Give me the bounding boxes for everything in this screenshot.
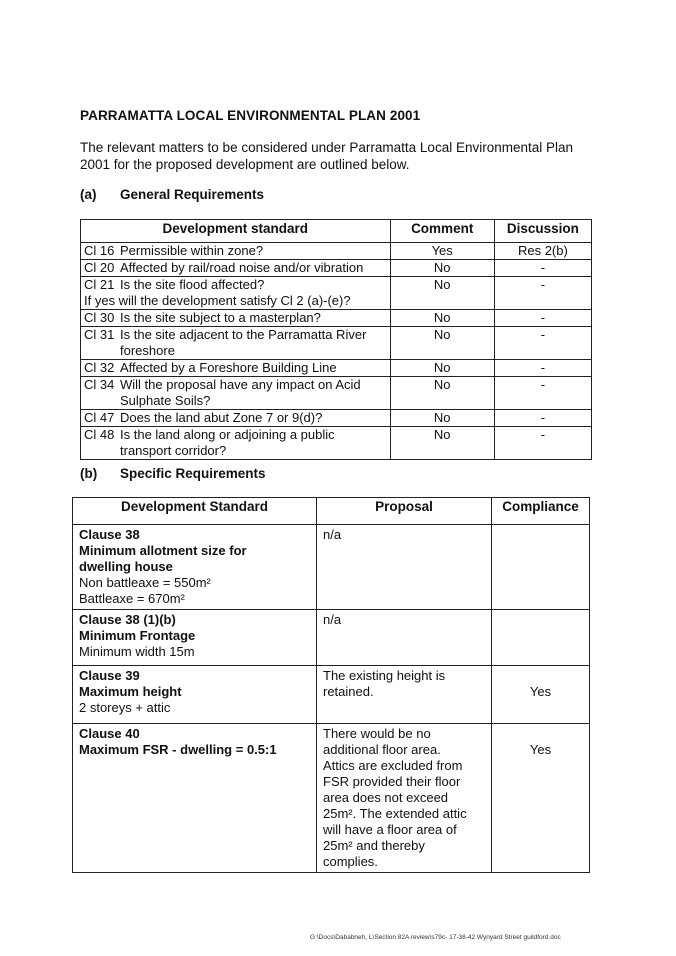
standard-text: Is the site flood affected? <box>120 277 265 292</box>
standard-text: Affected by a Foreshore Building Line <box>120 360 337 375</box>
standard-text: Is the land along or adjoining a public <box>120 427 335 442</box>
proposal-cell <box>317 666 492 724</box>
clause-title: Clause 38 <box>79 527 140 542</box>
standard-cell <box>73 525 317 610</box>
standard-cell <box>81 427 391 460</box>
proposal-cell <box>317 525 492 610</box>
proposal-text: 25m² and thereby <box>323 838 425 853</box>
clause-number: Cl 48 <box>84 427 115 442</box>
page-title: PARRAMATTA LOCAL ENVIRONMENTAL PLAN 2001 <box>80 108 421 123</box>
clause-number: Cl 32 <box>84 360 115 375</box>
column-header: Compliance <box>492 498 590 525</box>
proposal-text: There would be no <box>323 726 431 741</box>
standard-text: Does the land abut Zone 7 or 9(d)? <box>120 410 323 425</box>
clause-number: Cl 47 <box>84 410 115 425</box>
standard-cell <box>81 310 391 327</box>
column-header: Development Standard <box>73 498 317 525</box>
column-header: Discussion <box>494 220 591 243</box>
section-a-letter: (a) <box>80 187 97 202</box>
comment-cell: No <box>390 310 494 327</box>
proposal-text: complies. <box>323 854 378 869</box>
discussion-cell: - <box>494 360 591 377</box>
proposal-text: The existing height is <box>323 668 446 683</box>
comment-cell: No <box>390 260 494 277</box>
standard-name: Maximum FSR - dwelling = 0.5:1 <box>79 742 277 757</box>
table-row <box>81 243 592 260</box>
standard-cell <box>73 724 317 873</box>
table-row <box>81 260 592 277</box>
standard-text: Affected by rail/road noise and/or vibration <box>120 260 364 275</box>
comment-cell: No <box>390 277 494 310</box>
clause-title: Clause 40 <box>79 726 140 741</box>
proposal-text: will have a floor area of <box>323 822 457 837</box>
clause-title: Clause 38 (1)(b) <box>79 612 176 627</box>
table-row <box>81 377 592 410</box>
proposal-cell <box>317 724 492 873</box>
comment-cell: Yes <box>390 243 494 260</box>
proposal-text: area does not exceed <box>323 790 449 805</box>
clause-number: Cl 16 <box>84 243 115 258</box>
standard-cell <box>81 277 391 310</box>
table-row <box>73 610 590 666</box>
standard-detail: Minimum width 15m <box>79 644 195 659</box>
discussion-cell: - <box>494 310 591 327</box>
proposal-text: additional floor area. <box>323 742 441 757</box>
general-requirements-table <box>80 219 592 460</box>
clause-number: Cl 21 <box>84 277 115 292</box>
table-row <box>81 277 592 310</box>
table-row <box>81 327 592 360</box>
standard-cell <box>81 260 391 277</box>
standard-cell <box>73 610 317 666</box>
standard-detail: Non battleaxe = 550m² <box>79 575 211 590</box>
standard-cell <box>73 666 317 724</box>
discussion-cell: - <box>494 427 591 460</box>
section-a-title: General Requirements <box>120 187 265 202</box>
standard-text: Permissible within zone? <box>120 243 264 258</box>
table-row <box>81 360 592 377</box>
proposal-text: retained. <box>323 684 374 699</box>
table-row <box>73 666 590 724</box>
standard-detail: Battleaxe = 670m² <box>79 591 185 606</box>
specific-requirements-table <box>72 497 590 873</box>
discussion-cell: - <box>494 377 591 410</box>
section-b-letter: (b) <box>80 466 98 481</box>
clause-number: Cl 20 <box>84 260 115 275</box>
table-row <box>81 410 592 427</box>
discussion-cell: - <box>494 327 591 360</box>
compliance-cell: Yes <box>492 666 590 724</box>
standard-detail: 2 storeys + attic <box>79 700 171 715</box>
standard-text-continued: Sulphate Soils? <box>120 393 211 408</box>
standard-name: dwelling house <box>79 559 173 574</box>
standard-cell <box>81 327 391 360</box>
table-row <box>81 427 592 460</box>
standard-name: Minimum Frontage <box>79 628 196 643</box>
clause-number: Cl 34 <box>84 377 115 392</box>
table-row <box>81 310 592 327</box>
clause-number: Cl 31 <box>84 327 115 342</box>
table-row <box>73 525 590 610</box>
standard-text: Is the site adjacent to the Parramatta River <box>120 327 367 342</box>
standard-text-continued: transport corridor? <box>120 443 227 458</box>
comment-cell: No <box>390 410 494 427</box>
table-header-row <box>81 220 592 243</box>
proposal-text: n/a <box>323 527 342 542</box>
proposal-text: n/a <box>323 612 342 627</box>
proposal-text: 25m². The extended attic <box>323 806 467 821</box>
standard-name: Maximum height <box>79 684 182 699</box>
footer-file-path: G:\Docs\Dababneh, L\Section 82A review\s79c- 17-38-42 Wynyard Street guildford.doc <box>310 934 561 941</box>
column-header: Comment <box>390 220 494 243</box>
discussion-cell: - <box>494 410 591 427</box>
table-row <box>73 724 590 873</box>
compliance-cell: Yes <box>492 724 590 873</box>
standard-cell <box>81 410 391 427</box>
standard-cell <box>81 243 391 260</box>
column-header: Proposal <box>317 498 492 525</box>
standard-name: Minimum allotment size for <box>79 543 247 558</box>
proposal-cell <box>317 610 492 666</box>
standard-cell <box>81 360 391 377</box>
comment-cell: No <box>390 327 494 360</box>
section-a-heading <box>80 187 264 202</box>
intro-paragraph: The relevant matters to be considered under Parramatta Local Environmental Plan 2001 for the proposed development are outlined below. <box>80 140 574 172</box>
compliance-cell <box>492 610 590 666</box>
standard-text: Will the proposal have any impact on Acid <box>120 377 361 392</box>
proposal-text: Attics are excluded from <box>323 758 463 773</box>
standard-text-continued: foreshore <box>120 343 175 358</box>
column-header: Development standard <box>81 220 391 243</box>
table-header-row <box>73 498 590 525</box>
comment-cell: No <box>390 360 494 377</box>
proposal-text: FSR provided their floor <box>323 774 461 789</box>
section-b-heading <box>80 466 266 481</box>
discussion-cell: - <box>494 260 591 277</box>
clause-title: Clause 39 <box>79 668 140 683</box>
discussion-cell: Res 2(b) <box>494 243 591 260</box>
compliance-cell <box>492 525 590 610</box>
comment-cell: No <box>390 427 494 460</box>
comment-cell: No <box>390 377 494 410</box>
standard-text-continued: If yes will the development satisfy Cl 2 (a)-(e)? <box>84 293 351 308</box>
standard-cell <box>81 377 391 410</box>
discussion-cell: - <box>494 277 591 310</box>
standard-text: Is the site subject to a masterplan? <box>120 310 321 325</box>
section-b-title: Specific Requirements <box>120 466 266 481</box>
clause-number: Cl 30 <box>84 310 115 325</box>
